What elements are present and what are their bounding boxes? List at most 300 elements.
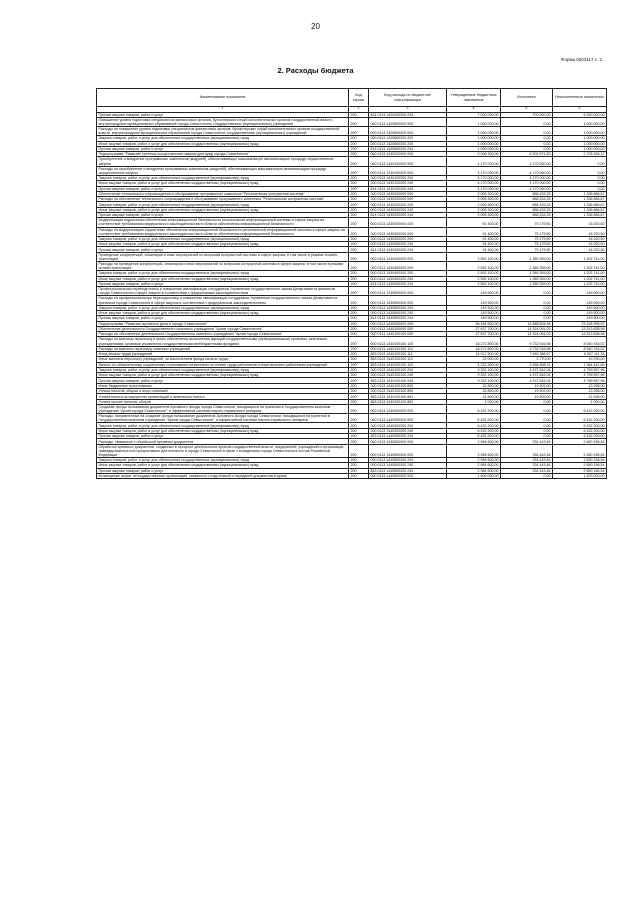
expenditure-table xyxy=(96,88,607,479)
header-name: Наименование показателя xyxy=(97,89,349,107)
row-class-code-cell: 000 0113 1430500000 000 xyxy=(369,287,447,296)
table-header xyxy=(97,89,607,113)
table-row xyxy=(97,271,607,276)
row-executed-cell: 75 179,50 xyxy=(501,218,553,227)
row-unexecuted-cell: 1 202 741,00 xyxy=(553,276,607,281)
row-name-cell: Иные закупки товаров, работ и услуг для обеспечения государственных (муниципальных) нужд xyxy=(97,373,349,378)
row-unexecuted-cell: 6 432 200,00 xyxy=(553,423,607,428)
row-name-cell: Уплата прочих налогов, сборов xyxy=(97,399,349,404)
column-number: 1 xyxy=(97,107,349,113)
row-name-cell: Обработка архивных документов, созданных в процессе деятельности органов государственной власти, предприятий, учреждений и организаций, ликвидированных или прекративших деятельность в городе Севастополе в связи с вхождением города Севастополя в состав Российской Федерации xyxy=(97,444,349,457)
row-approved-cell: 2 592 100,00 xyxy=(447,271,501,276)
row-unexecuted-cell: 8 540 783,02 xyxy=(553,337,607,346)
row-name-cell: Модернизация подсистемы обеспечения информационной безопасности региональной информационной системы в сфере закупок на соответствие требованиям федерального законодательства в области обеспечения информационной безопасности xyxy=(97,218,349,227)
row-class-code-cell: 814 0113 1430500200 244 xyxy=(369,316,447,321)
row-class-code-cell: 853 0113 1440100100 851 xyxy=(369,394,447,399)
table-row xyxy=(97,276,607,281)
row-unexecuted-cell: 23 195 995,52 xyxy=(553,321,607,326)
row-approved-cell: 27 637 700,00 xyxy=(447,332,501,337)
row-class-code-cell: 853 0113 1440500200 244 xyxy=(369,468,447,473)
row-line-code-cell: 200 xyxy=(349,378,369,383)
row-approved-cell: 4 170 000,00 xyxy=(447,181,501,186)
table-row xyxy=(97,227,607,236)
row-executed-cell: 75 179,50 xyxy=(501,242,553,247)
row-approved-cell: 2 984 600,00 xyxy=(447,458,501,463)
row-class-code-cell: 000 0113 1440300200 240 xyxy=(369,428,447,433)
row-line-code-cell: 200 xyxy=(349,428,369,433)
row-approved-cell: 2 005 300,00 xyxy=(447,197,501,202)
row-class-code-cell: 000 0113 1430200200 200 xyxy=(369,202,447,207)
row-executed-cell: 0,00 xyxy=(501,305,553,310)
row-line-code-cell: 200 xyxy=(349,332,369,337)
row-approved-cell: 4 170 000,00 xyxy=(447,157,501,166)
row-executed-cell: 0,00 xyxy=(501,473,553,478)
row-executed-cell: 6 302 971,83 xyxy=(501,152,553,157)
row-approved-cell: 4 170 000,00 xyxy=(447,166,501,175)
row-unexecuted-cell: 6 557 111,33 xyxy=(553,351,607,356)
row-unexecuted-cell: 0,00 xyxy=(553,181,607,186)
row-unexecuted-cell: 6 432 200,00 xyxy=(553,414,607,423)
row-name-cell: Прочая закупка товаров, работ и услуг xyxy=(97,112,349,117)
row-approved-cell: 6 432 200,00 xyxy=(447,414,501,423)
row-name-cell: Фонд оплаты труда учреждений xyxy=(97,351,349,356)
row-class-code-cell: 814 0113 1430100200 244 xyxy=(369,186,447,191)
row-approved-cell: 1 000,00 xyxy=(447,399,501,404)
row-line-code-cell: 200 xyxy=(349,181,369,186)
row-executed-cell: 668 433,33 xyxy=(501,202,553,207)
row-name-cell: Обеспечение технического сопровождения и обслуживание программного комплекса "Региональная контрактная система" xyxy=(97,191,349,196)
row-unexecuted-cell: 13 313 638,98 xyxy=(553,332,607,337)
row-unexecuted-cell: 16 220,50 xyxy=(553,227,607,236)
table-row xyxy=(97,346,607,351)
row-name-cell: Прочая закупка товаров, работ и услуг xyxy=(97,468,349,473)
page-number: 20 xyxy=(311,22,320,31)
row-name-cell: Иные закупки товаров, работ и услуг для обеспечения государственных (муниципальных) нужд xyxy=(97,181,349,186)
row-executed-cell: 1 389 359,00 xyxy=(501,276,553,281)
row-executed-cell: 0,00 xyxy=(501,404,553,413)
row-executed-cell: 0,00 xyxy=(501,310,553,315)
row-class-code-cell: 000 0113 1430300200 000 xyxy=(369,227,447,236)
table-row xyxy=(97,444,607,457)
row-line-code-cell: 200 xyxy=(349,186,369,191)
row-executed-cell: 4 572 542,04 xyxy=(501,367,553,372)
row-name-cell: Прочая закупка товаров, работ и услуг xyxy=(97,213,349,218)
row-unexecuted-cell: 6 432 200,00 xyxy=(553,428,607,433)
row-executed-cell: 7 460 388,67 xyxy=(501,351,553,356)
row-approved-cell: 149 500,00 xyxy=(447,305,501,310)
row-executed-cell: 0,00 xyxy=(501,399,553,404)
row-approved-cell: 2 005 300,00 xyxy=(447,191,501,196)
row-line-code-cell: 200 xyxy=(349,127,369,136)
row-name-cell: Закупка товаров, работ и услуг для обеспечения государственных (муниципальных) нужд xyxy=(97,458,349,463)
row-line-code-cell: 200 xyxy=(349,207,369,212)
table-row xyxy=(97,473,607,478)
row-executed-cell: 4 170 000,00 xyxy=(501,175,553,180)
row-executed-cell: 668 433,33 xyxy=(501,207,553,212)
row-line-code-cell: 200 xyxy=(349,444,369,457)
row-line-code-cell: 200 xyxy=(349,141,369,146)
row-approved-cell: 2 984 600,00 xyxy=(447,468,501,473)
row-executed-cell: 75 179,50 xyxy=(501,236,553,241)
row-class-code-cell: 000 0113 1430100200 000 xyxy=(369,166,447,175)
row-line-code-cell: 200 xyxy=(349,346,369,351)
row-approved-cell: 22 000,00 xyxy=(447,357,501,362)
row-unexecuted-cell: 0,00 xyxy=(553,175,607,180)
row-name-cell: Расходы на обеспечение технического сопровождения и обслуживание программного комплекса "Региональная контрактная система" xyxy=(97,197,349,202)
row-unexecuted-cell: 1 000 000,00 xyxy=(553,117,607,126)
row-name-cell: Создание фонда пользования документов Архивного фонда города Севастополя, находящихся на хранении в Государственном казенном учреждении "Архив города Севастополя", и эффективной системы научно-справочного аппарата xyxy=(97,404,349,413)
row-name-cell: Иные закупки товаров, работ и услуг для обеспечения государственных (муниципальных) нужд xyxy=(97,141,349,146)
row-class-code-cell: 000 0113 1430400200 240 xyxy=(369,276,447,281)
table-row xyxy=(97,166,607,175)
row-class-code-cell: 000 0113 1440600000 000 xyxy=(369,473,447,478)
row-executed-cell: 334 443,46 xyxy=(501,439,553,444)
row-class-code-cell: 000 0113 1420600200 200 xyxy=(369,136,447,141)
table-row xyxy=(97,373,607,378)
row-executed-cell: 0,00 xyxy=(501,287,553,296)
row-name-cell: Закупка товаров, работ и услуг для обеспечения государственных (муниципальных) нужд xyxy=(97,423,349,428)
row-executed-cell: 0,00 xyxy=(501,434,553,439)
row-unexecuted-cell: 149 500,00 xyxy=(553,305,607,310)
row-unexecuted-cell: 2 650 156,54 xyxy=(553,458,607,463)
row-class-code-cell: 000 0113 1420600000 000 xyxy=(369,117,447,126)
row-name-cell: Иные выплаты персоналу учреждений, за исключением фонда оплаты труда xyxy=(97,357,349,362)
row-unexecuted-cell: 1 336 866,67 xyxy=(553,197,607,202)
row-executed-cell: 1 389 359,00 xyxy=(501,281,553,286)
row-class-code-cell: 000 0113 1430200200 240 xyxy=(369,207,447,212)
row-unexecuted-cell: 4 759 557,96 xyxy=(553,367,607,372)
row-unexecuted-cell: 6 432 200,00 xyxy=(553,434,607,439)
row-approved-cell: 2 592 100,00 xyxy=(447,276,501,281)
row-approved-cell: 6 432 200,00 xyxy=(447,423,501,428)
row-class-code-cell: 000 0113 1440300200 000 xyxy=(369,414,447,423)
table-row xyxy=(97,367,607,372)
row-approved-cell: 2 984 600,00 xyxy=(447,439,501,444)
row-approved-cell: 1 000 000,00 xyxy=(447,141,501,146)
row-approved-cell: 2 592 100,00 xyxy=(447,262,501,271)
row-line-code-cell: 200 xyxy=(349,157,369,166)
row-unexecuted-cell: 149 500,00 xyxy=(553,316,607,321)
row-name-cell: Расходы, направленные на создание фонда пользования документов Архивного фонда города Севастополя, находящихся на хранении в Государственном казенном учреждении "Архив города Севастополя", и эффективной системы научно-справочного аппарата xyxy=(97,414,349,423)
row-line-code-cell: 200 xyxy=(349,247,369,252)
row-class-code-cell: 000 0113 1440100100 000 xyxy=(369,332,447,337)
row-name-cell: Расходы на повышение уровня подготовки специалистов финансовых органов, бухгалтерских служб исполнительных органов государственной власти, внутригородских муниципальных образований города Севастополя, государственных (муниципальных) учреждений xyxy=(97,127,349,136)
row-line-code-cell: 200 xyxy=(349,112,369,117)
row-line-code-cell: 200 xyxy=(349,458,369,463)
row-name-cell: Профессиональная переподготовка и повышение квалификации сотрудников Управления государственного заказа Департамента финансов города Севастополя и сфере закупок в соответствии с федеральным законодательством xyxy=(97,287,349,296)
row-line-code-cell: 200 xyxy=(349,175,369,180)
row-unexecuted-cell: 149 500,00 xyxy=(553,310,607,315)
row-name-cell: Закупка товаров, работ и услуг для обеспечения государственных (муниципальных) нужд xyxy=(97,271,349,276)
row-name-cell: Иные закупки товаров, работ и услуг для обеспечения государственных (муниципальных) нужд xyxy=(97,276,349,281)
row-class-code-cell: 000 0113 1420600200 000 xyxy=(369,127,447,136)
row-approved-cell: 6 432 200,00 xyxy=(447,404,501,413)
table-row xyxy=(97,326,607,331)
row-approved-cell: 91 400,00 xyxy=(447,218,501,227)
row-line-code-cell: 200 xyxy=(349,321,369,326)
row-unexecuted-cell: 2 650 156,54 xyxy=(553,463,607,468)
row-class-code-cell: 000 0113 1420600200 240 xyxy=(369,141,447,146)
row-executed-cell: 334 443,46 xyxy=(501,463,553,468)
row-name-cell: Уплата налога на имущество организаций и земельного налога xyxy=(97,394,349,399)
row-unexecuted-cell: 2 650 156,54 xyxy=(553,439,607,444)
row-line-code-cell: 200 xyxy=(349,463,369,468)
row-approved-cell: 18 272 800,00 xyxy=(447,337,501,346)
row-approved-cell: 1 000 000,00 xyxy=(447,127,501,136)
row-line-code-cell: 200 xyxy=(349,305,369,310)
row-unexecuted-cell: 13 313 638,98 xyxy=(553,326,607,331)
table-row xyxy=(97,296,607,305)
row-approved-cell: 1 000 000,00 xyxy=(447,146,501,151)
table-row xyxy=(97,332,607,337)
row-line-code-cell: 200 xyxy=(349,404,369,413)
row-unexecuted-cell: 1 400 000,00 xyxy=(553,473,607,478)
row-name-cell: Взносы по обязательному социальному страхованию на выплаты по оплате труда работников и иные выплаты работникам учреждений xyxy=(97,362,349,367)
row-class-code-cell: 000 0113 1430500200 200 xyxy=(369,305,447,310)
row-line-code-cell: 200 xyxy=(349,252,369,261)
row-class-code-cell: 000 0113 1440100100 850 xyxy=(369,389,447,394)
row-class-code-cell: 853 0113 1440100100 112 xyxy=(369,357,447,362)
row-approved-cell: 149 500,00 xyxy=(447,296,501,305)
row-unexecuted-cell: 1 336 866,67 xyxy=(553,202,607,207)
row-line-code-cell: 200 xyxy=(349,439,369,444)
row-class-code-cell: 000 0113 1430500200 240 xyxy=(369,310,447,315)
row-unexecuted-cell: 16 220,50 xyxy=(553,247,607,252)
row-approved-cell: 7 000 000,00 xyxy=(447,112,501,117)
row-unexecuted-cell: 1 336 866,67 xyxy=(553,207,607,212)
row-approved-cell: 149 500,00 xyxy=(447,287,501,296)
table-body xyxy=(97,112,607,479)
row-executed-cell: 19 502,00 xyxy=(501,389,553,394)
row-class-code-cell: 000 0113 1430400200 200 xyxy=(369,271,447,276)
row-class-code-cell: 000 0113 1440500000 000 xyxy=(369,439,447,444)
row-class-code-cell: 000 0113 1440100100 100 xyxy=(369,337,447,346)
row-unexecuted-cell: 2 650 156,54 xyxy=(553,468,607,473)
row-approved-cell: 149 500,00 xyxy=(447,316,501,321)
row-line-code-cell: 200 xyxy=(349,373,369,378)
row-line-code-cell: 200 xyxy=(349,287,369,296)
row-approved-cell: 38 454 500,00 xyxy=(447,321,501,326)
row-executed-cell: 1 389 359,00 xyxy=(501,262,553,271)
row-approved-cell: 4 233 300,00 xyxy=(447,362,501,367)
row-line-code-cell: 200 xyxy=(349,326,369,331)
row-name-cell: Повышение уровня подготовки специалистов финансовых органов, бухгалтерских служб исполнительных органов государственной власти, внутригородских муниципальных образований города Севастополя, государственных (муниципальных) учреждений xyxy=(97,117,349,126)
table-row xyxy=(97,287,607,296)
row-executed-cell: 0,00 xyxy=(501,296,553,305)
row-line-code-cell: 200 xyxy=(349,310,369,315)
row-executed-cell: 19 502,00 xyxy=(501,394,553,399)
row-executed-cell: 700 000,00 xyxy=(501,112,553,117)
row-executed-cell: 334 443,46 xyxy=(501,458,553,463)
row-name-cell: Иные закупки товаров, работ и услуг для обеспечения государственных (муниципальных) нужд xyxy=(97,207,349,212)
row-executed-cell: 4 170 000,00 xyxy=(501,181,553,186)
row-class-code-cell: 000 0113 1440300200 200 xyxy=(369,423,447,428)
row-name-cell: Расходы на проведение конференций, семинаров и иных мероприятий по вопросам контрактной системы в сфере закупок, в том числе в режиме онлайн-трансляции xyxy=(97,262,349,271)
row-name-cell: Прочая закупка товаров, работ и услуг xyxy=(97,247,349,252)
row-unexecuted-cell: 1 336 866,67 xyxy=(553,191,607,196)
row-line-code-cell: 200 xyxy=(349,316,369,321)
row-name-cell: Закупка товаров, работ и услуг для обеспечения государственных (муниципальных) нужд xyxy=(97,136,349,141)
row-approved-cell: 9 008 300,00 xyxy=(447,152,501,157)
section-title: 2. Расходы бюджета xyxy=(277,66,354,75)
row-approved-cell: 91 400,00 xyxy=(447,236,501,241)
row-name-cell: Расходы на выплаты персоналу в целях обеспечения выполнения функций государственными (муниципальными) органами, казенными учреждениями, органами управления государственными внебюджетными фондами xyxy=(97,337,349,346)
row-class-code-cell: 000 0113 1430300200 200 xyxy=(369,236,447,241)
row-executed-cell: 14 888 504,48 xyxy=(501,321,553,326)
row-unexecuted-cell: 1 964 441,69 xyxy=(553,362,607,367)
row-line-code-cell: 200 xyxy=(349,473,369,478)
row-name-cell: Прочая закупка товаров, работ и услуг xyxy=(97,281,349,286)
row-unexecuted-cell: 1 202 741,00 xyxy=(553,271,607,276)
table-row xyxy=(97,321,607,326)
row-name-cell: Прочая закупка товаров, работ и услуг xyxy=(97,316,349,321)
row-unexecuted-cell: 13 298,00 xyxy=(553,383,607,388)
row-unexecuted-cell: 0,00 xyxy=(553,166,607,175)
row-executed-cell: 14 324 061,02 xyxy=(501,332,553,337)
row-unexecuted-cell: 6 300 000,00 xyxy=(553,112,607,117)
column-number: 5 xyxy=(501,107,553,113)
row-line-code-cell: 200 xyxy=(349,218,369,227)
row-approved-cell: 27 637 700,00 xyxy=(447,326,501,331)
row-line-code-cell: 200 xyxy=(349,262,369,271)
row-unexecuted-cell: 1 336 866,67 xyxy=(553,213,607,218)
row-class-code-cell: 000 0113 1440100100 800 xyxy=(369,383,447,388)
row-approved-cell: 2 005 300,00 xyxy=(447,213,501,218)
row-executed-cell: 4 170 000,00 xyxy=(501,157,553,166)
row-class-code-cell: 853 0113 1440100100 119 xyxy=(369,362,447,367)
row-executed-cell: 75 179,50 xyxy=(501,227,553,236)
row-executed-cell: 334 443,46 xyxy=(501,468,553,473)
row-line-code-cell: 200 xyxy=(349,227,369,236)
row-executed-cell: 75 179,50 xyxy=(501,247,553,252)
header-unexecuted: Неисполненные назначения xyxy=(553,89,607,107)
row-line-code-cell: 200 xyxy=(349,383,369,388)
row-executed-cell: 668 433,33 xyxy=(501,213,553,218)
table-row xyxy=(97,152,607,157)
row-line-code-cell: 200 xyxy=(349,399,369,404)
row-name-cell: Расходы на приобретение и внедрение программных комплексов (модулей), обеспечивающих максимальную автоматизацию процедур осуществления закупок xyxy=(97,166,349,175)
table-row xyxy=(97,175,607,180)
row-unexecuted-cell: 1 202 741,00 xyxy=(553,281,607,286)
row-class-code-cell: 000 0113 1430200000 000 xyxy=(369,191,447,196)
row-name-cell: Уплата налогов, сборов и иных платежей xyxy=(97,389,349,394)
table-row xyxy=(97,404,607,413)
row-line-code-cell: 200 xyxy=(349,146,369,151)
row-executed-cell: 0,00 xyxy=(501,127,553,136)
row-class-code-cell: 000 0113 1430200200 000 xyxy=(369,197,447,202)
header-class-code: Код расхода по бюджетной классификации xyxy=(369,89,447,107)
row-executed-cell: 4 170 000,00 xyxy=(501,166,553,175)
row-name-cell: Иные закупки товаров, работ и услуг для обеспечения государственных (муниципальных) нужд xyxy=(97,310,349,315)
row-line-code-cell: 200 xyxy=(349,296,369,305)
row-executed-cell: 9 732 016,98 xyxy=(501,346,553,351)
row-name-cell: Подпрограмма "Развитие архивного дела в городе Севастополе" xyxy=(97,321,349,326)
row-name-cell: Закупка товаров, работ и услуг для обеспечения государственных (муниципальных) нужд xyxy=(97,305,349,310)
row-approved-cell: 2 005 300,00 xyxy=(447,207,501,212)
row-name-cell: Закупка товаров, работ и услуг для обеспечения государственных (муниципальных) нужд xyxy=(97,175,349,180)
row-unexecuted-cell: 0,00 xyxy=(553,157,607,166)
row-executed-cell: 668 433,33 xyxy=(501,191,553,196)
row-approved-cell: 32 800,00 xyxy=(447,389,501,394)
row-executed-cell: 1 389 359,00 xyxy=(501,252,553,261)
row-line-code-cell: 200 xyxy=(349,389,369,394)
row-name-cell: Закупка товаров, работ и услуг для обеспечения государственных (муниципальных) нужд xyxy=(97,202,349,207)
row-unexecuted-cell: 1 000,00 xyxy=(553,399,607,404)
row-unexecuted-cell: 0,00 xyxy=(553,186,607,191)
row-line-code-cell: 200 xyxy=(349,191,369,196)
row-executed-cell: 0,00 xyxy=(501,423,553,428)
table-row xyxy=(97,262,607,271)
row-unexecuted-cell: 1 000 000,00 xyxy=(553,141,607,146)
row-executed-cell: 9 732 016,98 xyxy=(501,337,553,346)
row-unexecuted-cell: 19 230,00 xyxy=(553,357,607,362)
row-executed-cell: 0,00 xyxy=(501,117,553,126)
row-class-code-cell: 000 0113 1430400000 000 xyxy=(369,252,447,261)
row-unexecuted-cell: 16 220,50 xyxy=(553,236,607,241)
table-row xyxy=(97,218,607,227)
table-row xyxy=(97,157,607,166)
row-line-code-cell: 200 xyxy=(349,362,369,367)
row-unexecuted-cell: 1 000 000,00 xyxy=(553,136,607,141)
row-approved-cell: 91 400,00 xyxy=(447,247,501,252)
row-class-code-cell: 000 0113 1430400200 000 xyxy=(369,262,447,271)
row-executed-cell: 19 502,00 xyxy=(501,383,553,388)
row-approved-cell: 2 984 600,00 xyxy=(447,444,501,457)
row-line-code-cell: 200 xyxy=(349,117,369,126)
row-executed-cell: 2 268 858,31 xyxy=(501,362,553,367)
row-class-code-cell: 000 0113 1430100200 200 xyxy=(369,175,447,180)
row-class-code-cell: 853 0113 1440300200 244 xyxy=(369,434,447,439)
table-row xyxy=(97,362,607,367)
row-executed-cell: 0,00 xyxy=(501,316,553,321)
row-class-code-cell: 853 0113 1440100100 852 xyxy=(369,399,447,404)
row-name-cell: Прочая закупка товаров, работ и услуг xyxy=(97,434,349,439)
row-unexecuted-cell: 16 220,50 xyxy=(553,242,607,247)
row-approved-cell: 2 005 300,00 xyxy=(447,202,501,207)
row-name-cell: Закупка товаров, работ и услуг для обеспечения государственных (муниципальных) нужд xyxy=(97,236,349,241)
table-row xyxy=(97,181,607,186)
row-line-code-cell: 200 xyxy=(349,152,369,157)
row-class-code-cell: 000 0113 1430100000 000 xyxy=(369,157,447,166)
row-class-code-cell: 853 0113 1440100100 111 xyxy=(369,351,447,356)
row-approved-cell: 31 800,00 xyxy=(447,394,501,399)
row-unexecuted-cell: 8 540 783,02 xyxy=(553,346,607,351)
row-approved-cell: 2 592 100,00 xyxy=(447,281,501,286)
row-name-cell: Подпрограмма "Развитие системы осуществления закупок для нужд города Севастополя" xyxy=(97,152,349,157)
row-approved-cell: 9 332 100,00 xyxy=(447,378,501,383)
row-class-code-cell: 000 0113 1430300000 000 xyxy=(369,218,447,227)
row-line-code-cell: 200 xyxy=(349,337,369,346)
row-class-code-cell: 000 0113 1440100100 240 xyxy=(369,373,447,378)
row-name-cell: Расходы на профессиональную переподготовку и повышение квалификации сотрудников Управления государственного заказа Департамента финансов города Севастополя в сфере закупок в соответствии с федеральным законодательством xyxy=(97,296,349,305)
row-approved-cell: 6 432 200,00 xyxy=(447,428,501,433)
header-approved: Утвержденные бюджетные назначения xyxy=(447,89,501,107)
row-executed-cell: 0,00 xyxy=(501,141,553,146)
row-executed-cell: 1 389 359,00 xyxy=(501,271,553,276)
row-name-cell: Иные бюджетные ассигнования xyxy=(97,383,349,388)
row-class-code-cell: 000 0113 1440000000 000 xyxy=(369,321,447,326)
row-name-cell: Приобретение и внедрение программных комплексов (модулей), обеспечивающих максимальную автоматизацию процедур осуществления закупок xyxy=(97,157,349,166)
row-unexecuted-cell: 13 298,00 xyxy=(553,389,607,394)
row-approved-cell: 149 500,00 xyxy=(447,310,501,315)
row-name-cell: Иные закупки товаров, работ и услуг для обеспечения государственных (муниципальных) нужд xyxy=(97,463,349,468)
row-line-code-cell: 200 xyxy=(349,394,369,399)
row-name-cell: Расходы на модернизацию подсистемы обеспечения информационной безопасности региональной информационной системы в сфере закупок на соответствие требованиям федерального законодательства в области обеспечения информационной безопасности xyxy=(97,227,349,236)
row-class-code-cell: 814 0113 1430300200 244 xyxy=(369,247,447,252)
row-class-code-cell: 000 0113 1440100100 200 xyxy=(369,367,447,372)
row-class-code-cell: 853 0113 1440100100 244 xyxy=(369,378,447,383)
row-name-cell: Иные закупки товаров, работ и услуг для обеспечения государственных (муниципальных) нужд xyxy=(97,428,349,433)
